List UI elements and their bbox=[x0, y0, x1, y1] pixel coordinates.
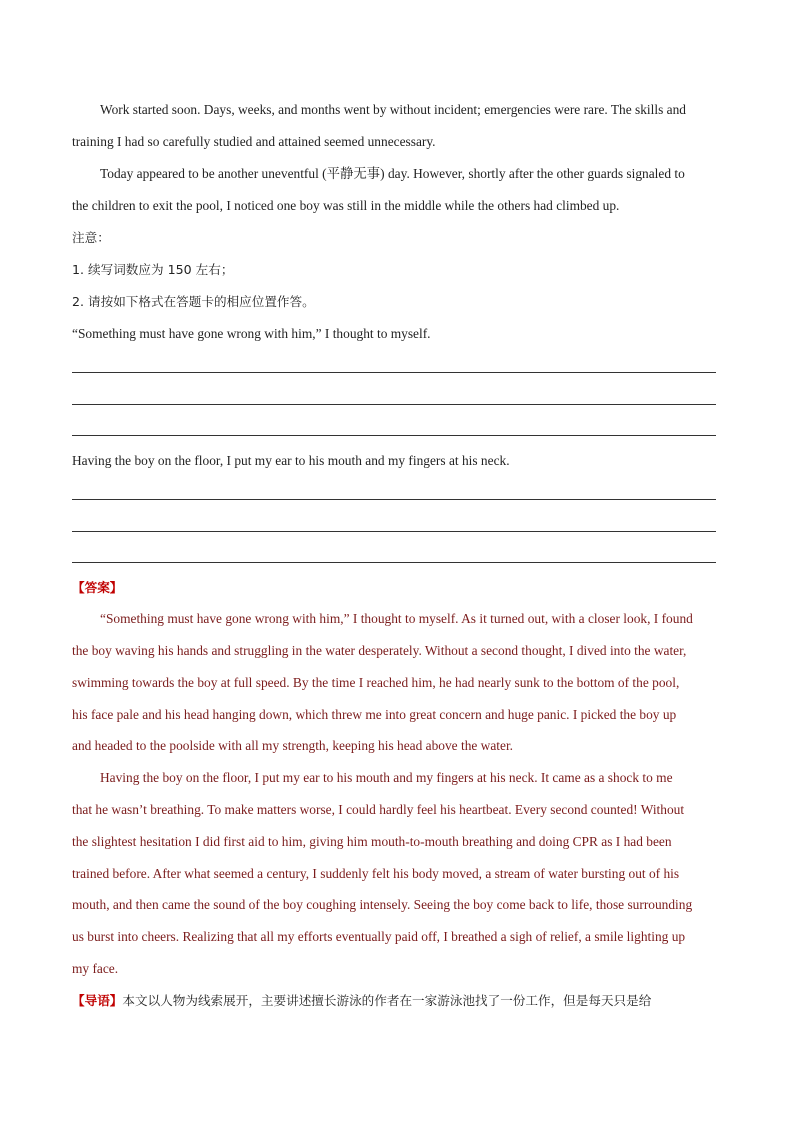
guide-paragraph bbox=[72, 985, 651, 1017]
answer-line-text: and headed to the poolside with all my strength, keeping his head above the water. bbox=[72, 738, 514, 753]
answer-line-text: trained before. After what seemed a century, I suddenly felt his body moved, a stream of water bursting out of his bbox=[72, 866, 680, 881]
answer-line-text: my face. bbox=[72, 961, 119, 976]
answer-line-text: the boy waving his hands and struggling in the water desperately. Without a second thought, I dived into the water, bbox=[72, 643, 687, 658]
notes-heading: 注意： bbox=[72, 230, 110, 245]
guide-text: 本文以人物为线索展开，主要讲述擅长游泳的作者在一家游泳池找了一份工作，但是每天只是给 bbox=[122, 993, 652, 1008]
notes-item-2: 2. 请按如下格式在答题卡的相应位置作答。 bbox=[72, 294, 315, 309]
answer-line bbox=[72, 435, 716, 436]
prompt-second-paragraph: Having the boy on the floor, I put my ear to his mouth and my fingers at his neck. bbox=[72, 453, 510, 468]
answer-line bbox=[72, 404, 716, 405]
answer-line bbox=[72, 499, 716, 500]
passage-paragraph-2-line-1: Today appeared to be another uneventful (平静无事) day. However, shortly after the other guards signaled to bbox=[100, 166, 685, 181]
answer-line-text: the slightest hesitation I did first aid to him, giving him mouth-to-mouth breathing and doing CPR as I had been bbox=[72, 834, 672, 849]
answer-line-text: “Something must have gone wrong with him,” I thought to myself. As it turned out, with a closer look, I found bbox=[100, 611, 693, 626]
passage-paragraph-1-line-2: training I had so carefully studied and attained seemed unnecessary. bbox=[72, 134, 436, 149]
passage-paragraph-2-line-2: the children to exit the pool, I noticed one boy was still in the middle while the others had climbed up. bbox=[72, 198, 620, 213]
answer-line-text: us burst into cheers. Realizing that all my efforts eventually paid off, I breathed a sigh of relief, a smile lighting up bbox=[72, 929, 686, 944]
answer-line-text: swimming towards the boy at full speed. By the time I reached him, he had nearly sunk to the bottom of the pool, bbox=[72, 675, 680, 690]
answer-line bbox=[72, 372, 716, 373]
passage-paragraph-1-line-1: Work started soon. Days, weeks, and months went by without incident; emergencies were rare. The skills and bbox=[100, 102, 686, 117]
answer-line-text: his face pale and his head hanging down, which threw me into great concern and huge panic. I picked the boy up bbox=[72, 707, 677, 722]
answer-line bbox=[72, 531, 716, 532]
prompt-first-paragraph: “Something must have gone wrong with him,” I thought to myself. bbox=[72, 326, 431, 341]
answer-line-text: that he wasn’t breathing. To make matters worse, I could hardly feel his heartbeat. Every second counted! Without bbox=[72, 802, 685, 817]
guide-heading: 【导语】 bbox=[72, 993, 123, 1008]
answer-line-text: mouth, and then came the sound of the boy coughing intensely. Seeing the boy come back to life, those surrounding bbox=[72, 897, 693, 912]
answer-heading: 【答案】 bbox=[72, 580, 123, 595]
answer-line bbox=[72, 562, 716, 563]
notes-item-1: 1. 续写词数应为 150 左右； bbox=[72, 262, 234, 277]
answer-line-text: Having the boy on the floor, I put my ear to his mouth and my fingers at his neck. It came as a shock to me bbox=[100, 770, 673, 785]
